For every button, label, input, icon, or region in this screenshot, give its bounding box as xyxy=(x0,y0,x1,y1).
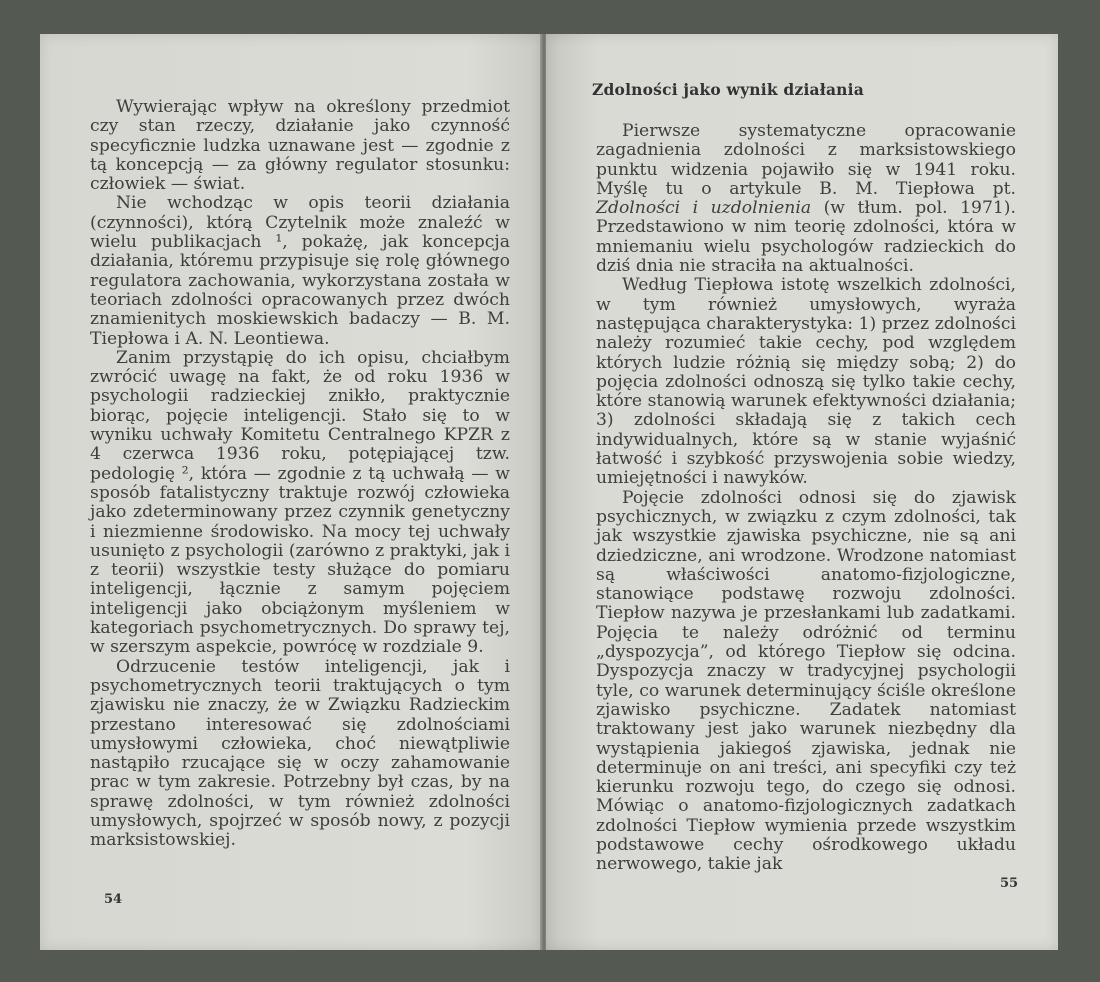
paragraph-text: (w tłum. pol. 1971). Przedstawiono w nim teorię zdolności, która w mniemaniu wielu psychologów radzieckich do dziś dnia nie straciła na aktualności. xyxy=(596,198,1016,277)
paragraph: Zanim przystąpię do ich opisu, chciałbym zwrócić uwagę na fakt, że od roku 1936 w psychologii radzieckiej znikło, praktycznie biorąc, pojęcie inteligencji. Stało się to w wyniku uchwały Komitetu Centralnego KPZR z 4 czerwca 1936 roku, potępiającej tzw. pedologię ², która — zgodnie z tą uchwałą — w sposób fatalistyczny traktuje rozwój człowieka jako zdeterminowany przez czynnik genetyczny i niezmienne środowisko. Na mocy tej uchwały usunięto z psychologii (zarówno z praktyki, jak i z teorii) wszystkie testy służące do pomiaru inteligencji, łącznie z samym pojęciem inteligencji jako obciążonym myśleniem w kategoriach psychometrycznych. Do sprawy tej, w szerszym aspekcie, powrócę w rozdziale 9. xyxy=(90,347,510,658)
paragraph xyxy=(596,122,1016,276)
right-page xyxy=(546,34,1058,950)
page-number: 55 xyxy=(1000,876,1019,891)
left-page-body xyxy=(90,98,510,851)
paragraph: Odrzucenie testów inteligencji, jak i psychometrycznych teorii traktujących o tym zjawisku nie znaczy, że w Związku Radzieckim przestano interesować się zdolnościami umysłowymi człowieka, choć niewątpliwie nastąpiło rzucające się w oczy zahamowanie prac w tym zakresie. Potrzebny był czas, by na sprawę zdolności, w tym również zdolności umysłowych, spojrzeć w sposób nowy, z pozycji marksistowskiej. xyxy=(90,656,510,851)
book-spread xyxy=(40,34,1058,950)
left-page xyxy=(40,34,542,950)
paragraph: Nie wchodząc w opis teorii działania (czynności), którą Czytelnik może znaleźć w wielu publikacjach ¹, pokażę, jak koncepcja działania, któremu przypisuje się rolę głównego regulatora zachowania, wykorzystana została w teoriach zdolności opracowanych przez dwóch znamienitych moskiewskich badaczy — B. M. Tiepłowa i A. N. Leontiewa. xyxy=(90,193,510,349)
running-heading: Zdolności jako wynik działania xyxy=(592,80,864,99)
book-title: Zdolności i uzdolnienia xyxy=(596,198,812,219)
right-page-body xyxy=(596,122,1016,875)
paragraph: Pojęcie zdolności odnosi się do zjawisk psychicznych, w związku z czym zdolności, tak jak wszystkie zjawiska psychiczne, nie są ani dziedziczne, ani wrodzone. Wrodzone natomiast są właściwości anatomo-fizjologiczne, stanowiące podstawę rozwoju zdolności. Tiepłow nazywa je przesłankami lub zadatkami. Pojęcia te należy odróżnić od terminu „dyspozycja”, od którego Tiepłow się odcina. Dyspozycja znaczy w tradycyjnej psychologii tyle, co warunek determinujący ściśle określone zjawisko psychiczne. Zadatek natomiast traktowany jest jako warunek niezbędny dla wystąpienia jakiegoś zjawiska, jednak nie determinuje on ani treści, ani specyfiki czy też kierunku rozwoju tego, do czego się odnosi. Mówiąc o anatomo-fizjologicznych zadatkach zdolności Tiepłow wymienia przede wszystkim podstawowe cechy ośrodkowego układu nerwowego, takie jak xyxy=(596,487,1016,875)
paragraph: Wywierając wpływ na określony przedmiot czy stan rzeczy, działanie jako czynność specyficznie ludzka uznawane jest — zgodnie z tą koncepcją — za główny regulator stosunku: człowiek — świat. xyxy=(90,97,510,195)
paragraph: Według Tiepłowa istotę wszelkich zdolności, w tym również umysłowych, wyraża następująca charakterystyka: 1) przez zdolności należy rozumieć takie cechy, pod względem których ludzie różnią się między sobą; 2) do pojęcia zdolności odnoszą się tylko takie cechy, które stanowią warunek efektywności działania; 3) zdolności składają się z takich cech indywidualnych, które są w stanie wyjaśnić łatwość i szybkość przyswojenia sobie wiedzy, umiejętności i nawyków. xyxy=(596,275,1016,489)
paragraph-text: Pierwsze systematyczne opracowanie zagadnienia zdolności z marksistowskiego punktu widzenia pojawiło się w 1941 roku. Myślę tu o artykule B. M. Tiepłowa pt. xyxy=(596,121,1016,199)
page-number: 54 xyxy=(104,892,123,907)
